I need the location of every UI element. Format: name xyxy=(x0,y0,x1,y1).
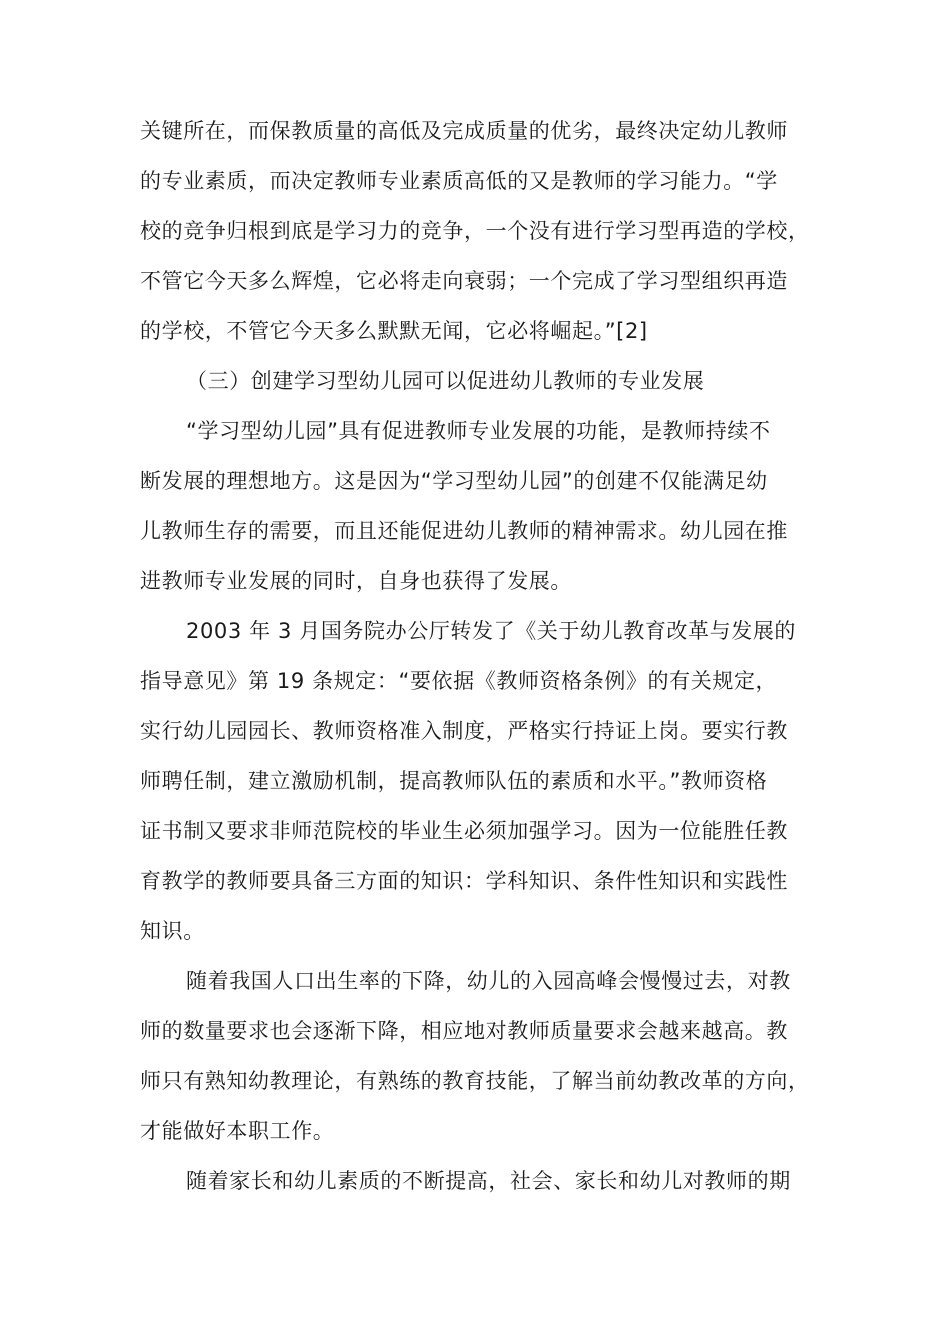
text-line-19: 师的数量要求也会逐渐下降，相应地对教师质量要求会越来越高。教 xyxy=(140,1019,788,1043)
text-line-10: 进教师专业发展的同时，自身也获得了发展。 xyxy=(140,569,572,593)
text-line-1: 关键所在，而保教质量的高低及完成质量的优劣，最终决定幼儿教师 xyxy=(140,119,788,143)
section-heading: （三）创建学习型幼儿园可以促进幼儿教师的专业发展 xyxy=(186,369,705,393)
text-line-3: 校的竞争归根到底是学习力的竞争，一个没有进行学习型再造的学校， xyxy=(140,219,810,243)
text-line-13: 实行幼儿园园长、教师资格准入制度，严格实行持证上岗。要实行教 xyxy=(140,719,788,743)
text-line-22: 随着家长和幼儿素质的不断提高，社会、家长和幼儿对教师的期 xyxy=(186,1169,791,1193)
text-line-12: 指导意见》第 19 条规定：“要依据《教师资格条例》的有关规定， xyxy=(140,669,778,693)
text-line-16: 育教学的教师要具备三方面的知识：学科知识、条件性知识和实践性 xyxy=(140,869,788,893)
text-line-18: 随着我国人口出生率的下降，幼儿的入园高峰会慢慢过去，对教 xyxy=(186,969,791,993)
text-line-8: 断发展的理想地方。这是因为“学习型幼儿园”的创建不仅能满足幼 xyxy=(140,469,768,493)
text-line-17: 知识。 xyxy=(140,919,205,943)
text-line-4: 不管它今天多么辉煌，它必将走向衰弱；一个完成了学习型组织再造 xyxy=(140,269,788,293)
text-line-5: 的学校，不管它今天多么默默无闻，它必将崛起。”[2] xyxy=(140,319,648,343)
text-line-14: 师聘任制，建立激励机制，提高教师队伍的素质和水平。”教师资格 xyxy=(140,769,768,793)
text-line-11: 2003 年 3 月国务院办公厅转发了《关于幼儿教育改革与发展的 xyxy=(186,619,797,643)
text-line-20: 师只有熟知幼教理论，有熟练的教育技能，了解当前幼教改革的方向， xyxy=(140,1069,810,1093)
text-line-21: 才能做好本职工作。 xyxy=(140,1119,335,1143)
text-line-7: “学习型幼儿园”具有促进教师专业发展的功能，是教师持续不 xyxy=(186,419,771,443)
text-line-9: 儿教师生存的需要，而且还能促进幼儿教师的精神需求。幼儿园在推 xyxy=(140,519,788,543)
text-line-15: 证书制又要求非师范院校的毕业生必须加强学习。因为一位能胜任教 xyxy=(140,819,788,843)
text-line-2: 的专业素质，而决定教师专业素质高低的又是教师的学习能力。“学 xyxy=(140,169,778,193)
